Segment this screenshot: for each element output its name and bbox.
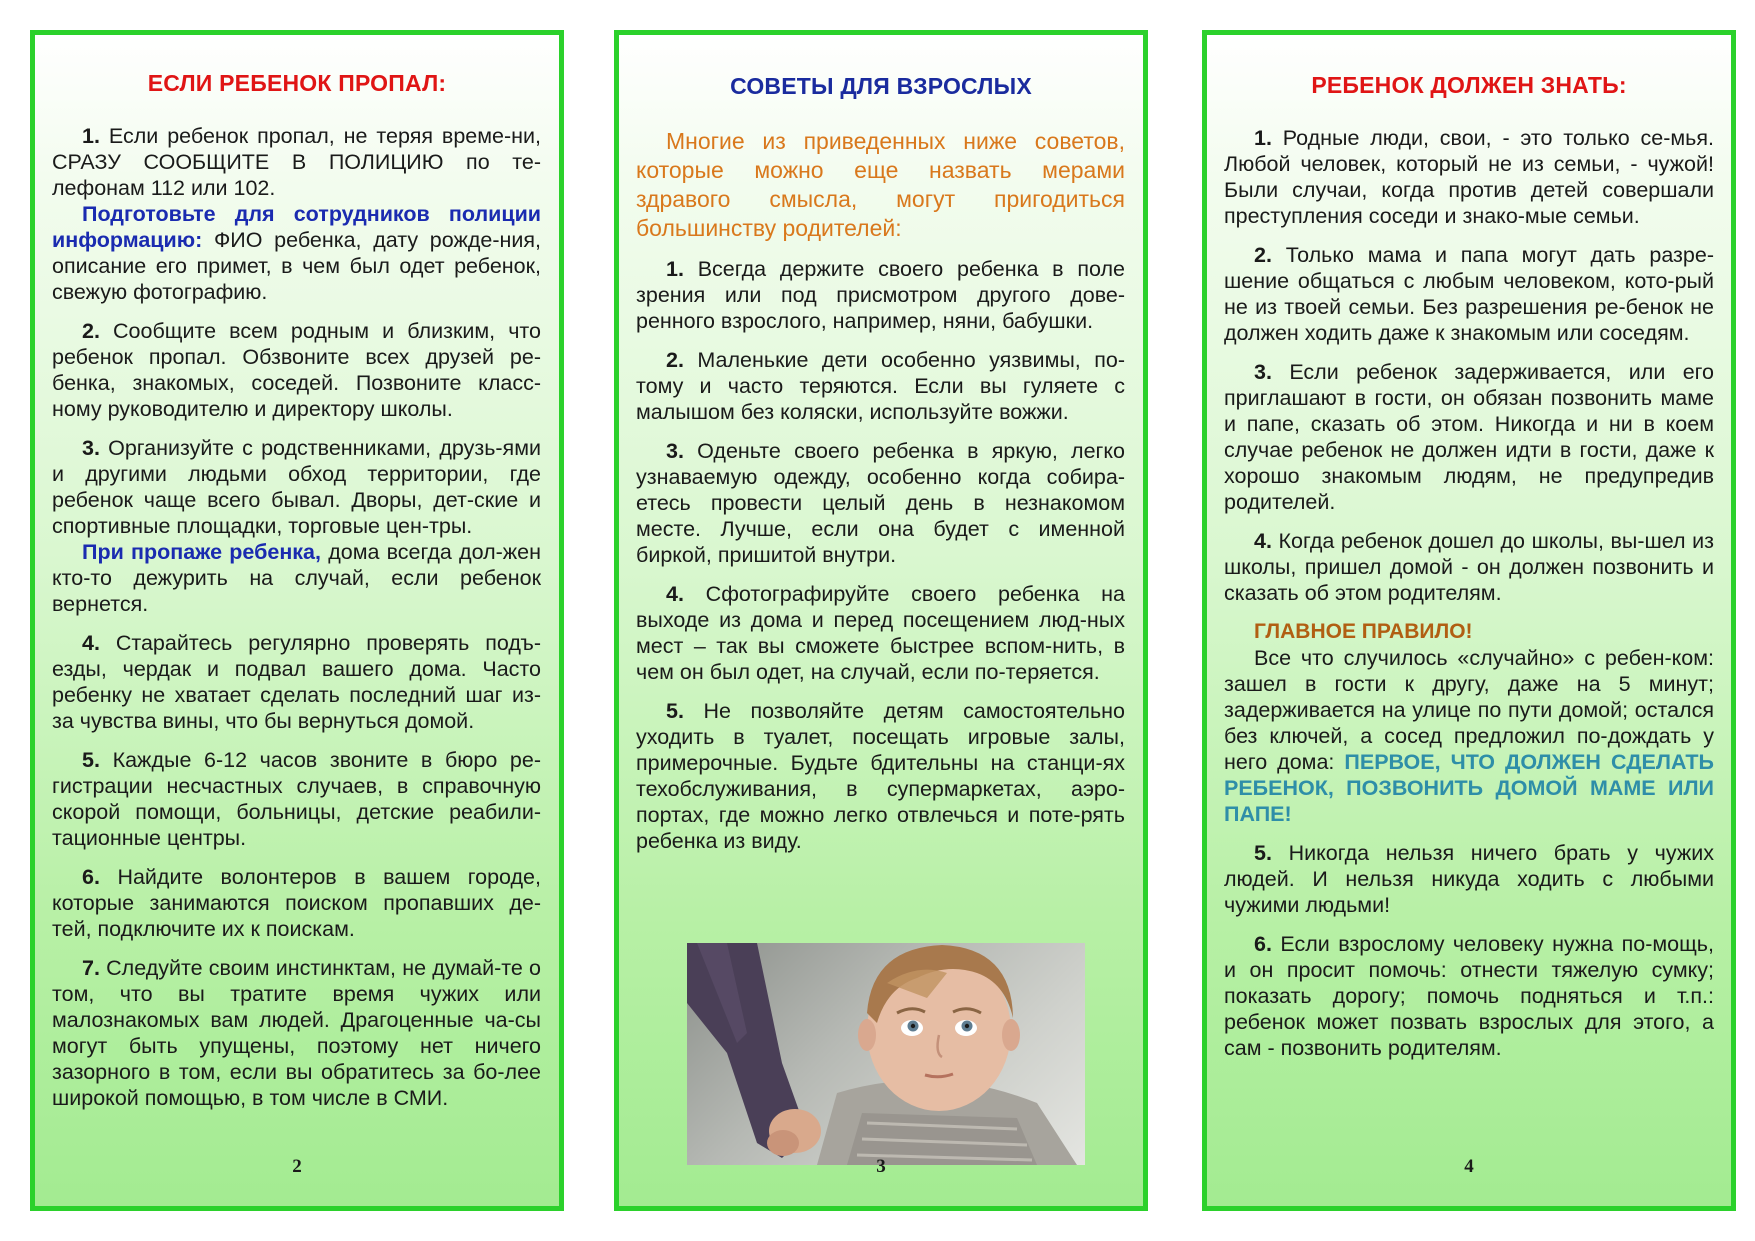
panel-content (1224, 125, 1714, 1074)
list-item: 7. Следуйте своим инстинктам, не думай-те о том, что вы тратите время чужих или малознакомых вам людей. Драгоценные ча-сы могут быть упущены, поэтому нет ничего зазорного в том, если вы обратитесь за бо-лее широкой помощью, в том числе в СМИ. (52, 956, 541, 1110)
main-rule-title: ГЛАВНОЕ ПРАВИЛО! (1254, 620, 1473, 643)
list-item: Подготовьте для сотрудников полиции информацию: ФИО ребенка, дату рожде-ния, описание его примет, в чем был одет ребенок, свежую фотографию. (52, 202, 541, 304)
list-item: 1. Родные люди, свои, - это только се-мья. Любой человек, который не из семьи, - чужой! Были случаи, когда против детей совершали преступления соседи и знако-мые семьи. (1224, 126, 1714, 228)
page-number: 4 (1464, 1156, 1474, 1177)
panel-title: СОВЕТЫ ДЛЯ ВЗРОСЛЫХ (730, 73, 1032, 99)
list-item: 4. Когда ребенок дошел до школы, вы-шел из школы, пришел домой - он должен позвонить и сказать об этом родителям. (1224, 529, 1714, 605)
panel-content (52, 123, 541, 1124)
panel-advice-for-adults (614, 30, 1148, 1211)
page-number: 2 (292, 1156, 302, 1177)
panel-child-must-know (1202, 30, 1736, 1211)
panel-title: ЕСЛИ РЕБЕНОК ПРОПАЛ: (147, 70, 447, 96)
list-item: 2. Сообщите всем родным и близким, что ребенок пропал. Обзвоните всех друзей ре-бенка, знакомых, соседей. Позвоните класс-ному руководителю и директору школы. (52, 319, 541, 421)
list-item: 2. Только мама и папа могут дать разре-шение общаться с любым человеком, кото-рый не из твоей семьи. Без разрешения ре-бенок не должен ходить даже к знакомым или соседям. (1224, 243, 1714, 345)
list-item: 4. Старайтесь регулярно проверять подъ-езды, чердак и подвал вашего дома. Часто ребенку не хватает сделать последний шаг из-за чувства вины, что бы вернуться домой. (52, 631, 541, 733)
page-number: 3 (876, 1156, 886, 1177)
list-item: При пропаже ребенка, дома всегда дол-жен кто-то дежурить на случай, если ребенок вернется. (52, 540, 541, 616)
list-item: 4. Сфотографируйте своего ребенка на выходе из дома и перед посещением люд-ных мест – так вы сможете быстрее вспом-нить, в чем он был одет, на случай, если по-теряется. (636, 582, 1126, 684)
panel-title: РЕБЕНОК ДОЛЖЕН ЗНАТЬ: (1311, 72, 1627, 98)
panel-if-child-missing (30, 30, 564, 1211)
list-item: 2. Маленькие дети особенно уязвимы, по-тому и часто теряются. Если вы гуляете с малышом без коляски, используйте вожжи. (636, 348, 1125, 424)
child-photo-illustration (687, 943, 1085, 1165)
list-item: 6. Найдите волонтеров в вашем городе, которые занимаются поиском пропавших де-тей, подключите их к поискам. (52, 865, 541, 941)
list-item: 5. Не позволяйте детям самостоятельно уходить в туалет, посещать игровые залы, примерочные. Будьте бдительны на станци-ях техобслуживания, в супермаркетах, аэро-портах, где можно легко отвлечься и поте-рять ребенка из виду. (636, 699, 1125, 853)
list-item: 3. Если ребенок задерживается, или его приглашают в гости, он обязан позвонить маме и папе, сказать об этом. Никогда и ни в коем случае ребенок не должен идти в гости, даже к хорошо знакомым людям, не предупредив родителей. (1224, 360, 1714, 514)
list-item: 3. Организуйте с родственниками, друзь-ями и другими людьми обход территории, где ребенок чаще всего бывал. Дворы, дет-ские и спортивные площадки, торговые цен-тры. (52, 436, 541, 538)
intro-paragraph: Многие из приведенных ниже советов, которые можно еще назвать мерами здравого смысла, могут пригодиться большинству родителей: (636, 128, 1125, 241)
list-item: 1. Всегда держите своего ребенка в поле зрения или под присмотром другого дове-ренного взрослого, например, няни, бабушки. (636, 257, 1125, 333)
list-item: 1. Если ребенок пропал, не теряя време-ни, СРАЗУ СООБЩИТЕ В ПОЛИЦИЮ по те-лефонам 112 или 102. (52, 124, 541, 200)
main-rule-highlight: ПЕРВОЕ, ЧТО ДОЛЖЕН СДЕЛАТЬ РЕБЕНОК, ПОЗВОНИТЬ ДОМОЙ МАМЕ ИЛИ ПАПЕ! (1224, 750, 1714, 826)
list-item: 5. Никогда нельзя ничего брать у чужих людей. И нельзя никуда ходить с любыми чужими людьми! (1224, 841, 1714, 917)
main-rule: ГЛАВНОЕ ПРАВИЛО! Все что случилось «случайно» с ребен-ком: зашел в гости к другу, даже на 5 минут; задерживается на улице по пути домой; остался без ключей, а сосед предложил по-дождать у него дома: ПЕРВОЕ, ЧТО ДОЛЖЕН СДЕЛАТЬ РЕБЕНОК, ПОЗВОНИТЬ ДОМОЙ МАМЕ ИЛИ ПАПЕ! (1224, 620, 1714, 826)
list-item: 6. Если взрослому человеку нужна по-мощь, и он просит помочь: отнести тяжелую сумку; показать дорогу; помочь подняться и т.п.: ребенок может позвать взрослых для этого, а сам - позвонить родителям. (1224, 932, 1714, 1060)
child-photo (687, 943, 1085, 1165)
list-item: 5. Каждые 6-12 часов звоните в бюро ре-гистрации несчастных случаев, в справочную скорой помощи, больницы, детские реабили-тационные центры. (52, 748, 542, 850)
list-item: 3. Оденьте своего ребенка в яркую, легко узнаваемую одежду, особенно когда собира-етесь провести целый день в незнакомом месте. Лучше, если она будет с именной биркой, пришитой внутри. (636, 439, 1125, 567)
panel-content (636, 127, 1125, 867)
